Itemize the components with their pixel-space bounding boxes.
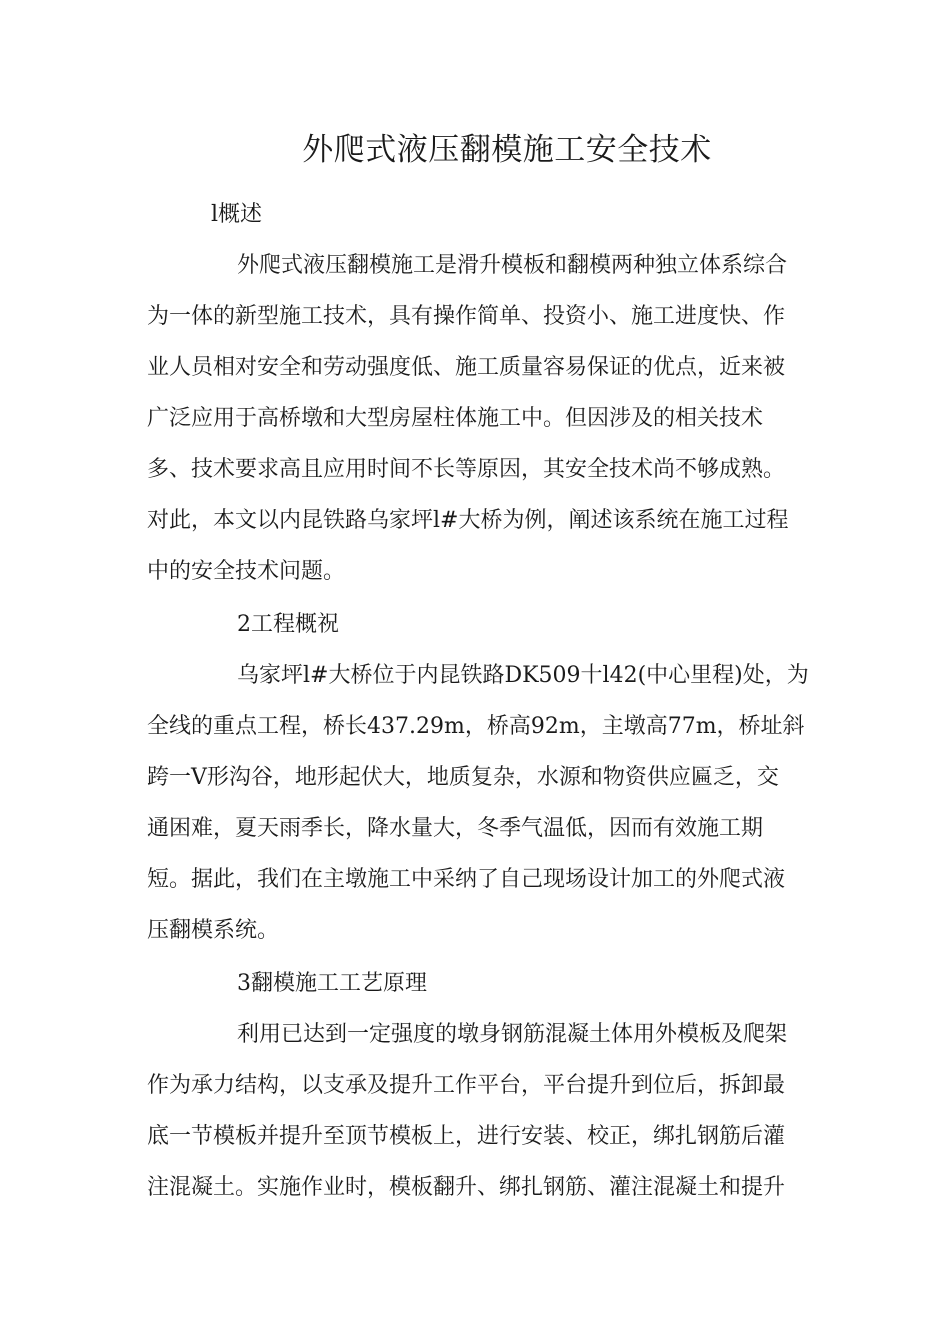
paragraph-line: 作为承力结构，以支承及提升工作平台，平台提升到位后，拆卸最 bbox=[147, 1073, 786, 1098]
paragraph-line: 对此，本文以内昆铁路乌家坪l#大桥为例，阐述该系统在施工过程 bbox=[147, 508, 789, 533]
paragraph-line: 全线的重点工程，桥长437.29m，桥高92m，主墩高77m，桥址斜 bbox=[147, 714, 805, 739]
paragraph-line: 注混凝土。实施作业时，模板翻升、绑扎钢筋、灌注混凝土和提升 bbox=[147, 1175, 786, 1200]
paragraph-line: 业人员相对安全和劳动强度低、施工质量容易保证的优点，近来被 bbox=[147, 355, 786, 380]
paragraph-line: 多、技术要求高且应用时间不长等原因，其安全技术尚不够成熟。 bbox=[147, 457, 786, 482]
paragraph-line: 乌家坪l#大桥位于内昆铁路DK509十l42(中心里程)处，为 bbox=[237, 663, 809, 688]
paragraph-line: 利用已达到一定强度的墩身钢筋混凝土体用外模板及爬架 bbox=[237, 1022, 788, 1047]
paragraph-line: 短。据此，我们在主墩施工中采纳了自己现场设计加工的外爬式液 bbox=[147, 867, 786, 892]
section-heading-process-principle: 3翻模施工工艺原理 bbox=[237, 971, 427, 996]
paragraph-line: 通困难，夏天雨季长，降水量大，冬季气温低，因而有效施工期 bbox=[147, 816, 764, 841]
section-heading-project-overview: 2工程概祝 bbox=[237, 612, 339, 637]
paragraph-line: 底一节模板并提升至顶节模板上，进行安装、校正，绑扎钢筋后灌 bbox=[147, 1124, 786, 1149]
paragraph-line: 压翻模系统。 bbox=[147, 918, 280, 943]
paragraph-line: 外爬式液压翻模施工是滑升模板和翻模两种独立体系综合 bbox=[237, 253, 788, 278]
paragraph-line: 跨一V形沟谷，地形起伏大，地质复杂，水源和物资供应匾乏，交 bbox=[147, 765, 779, 790]
paragraph-line: 中的安全技术问题。 bbox=[147, 559, 346, 584]
document-title: 外爬式液压翻模施工安全技术 bbox=[302, 132, 712, 168]
paragraph-line: 为一体的新型施工技术，具有操作简单、投资小、施工进度快、作 bbox=[147, 304, 786, 329]
section-heading-overview: l概述 bbox=[211, 202, 263, 227]
paragraph-line: 广泛应用于高桥墩和大型房屋柱体施工中。但因涉及的相关技术 bbox=[147, 406, 764, 431]
